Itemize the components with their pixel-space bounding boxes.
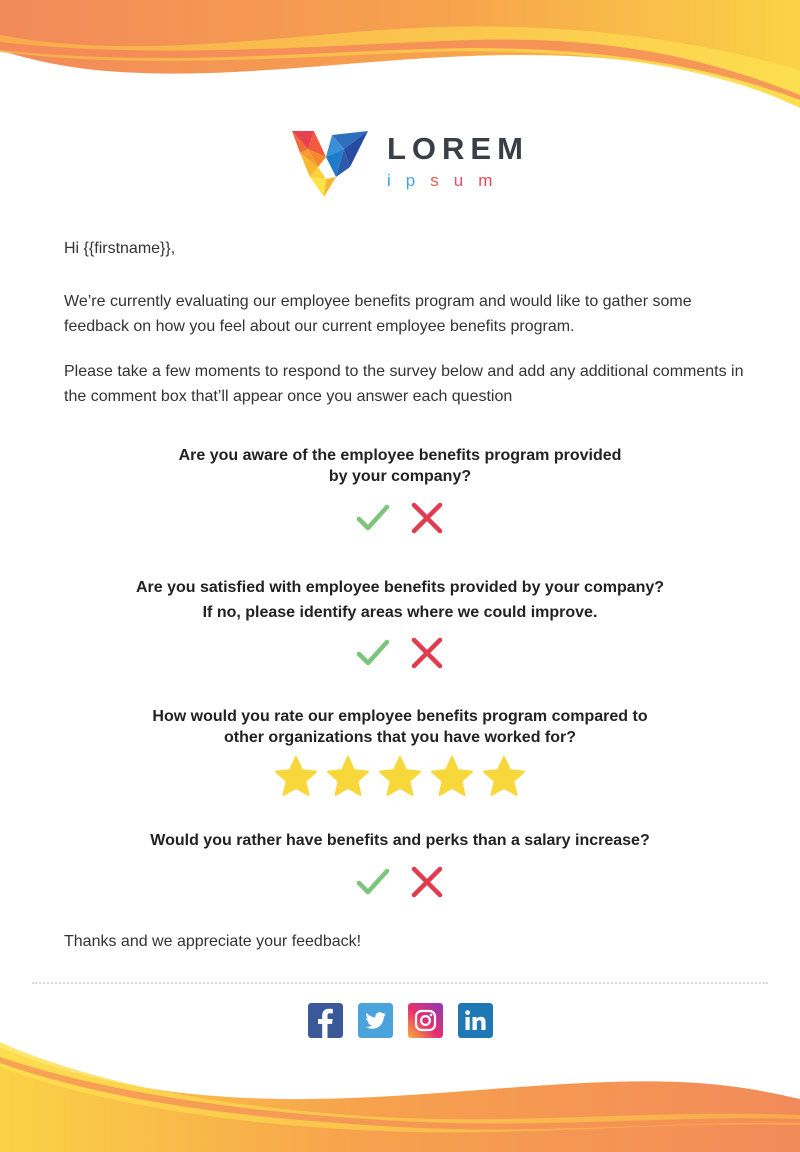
question-4-line1: Would you rather have benefits and perks than a salary increase? — [150, 832, 650, 849]
twitter-icon[interactable] — [358, 1003, 393, 1038]
question-2-answers — [0, 635, 800, 671]
question-3-line1: How would you rate our employee benefits program compared to — [152, 708, 648, 725]
star-3-icon[interactable] — [378, 755, 422, 799]
question-4 — [100, 830, 700, 851]
logo-tagline-letter: s — [430, 171, 454, 190]
logo-tagline-letter: p — [405, 171, 431, 190]
star-2-icon[interactable] — [326, 755, 370, 799]
logo-tagline-letter: m — [478, 171, 508, 190]
question-2 — [100, 575, 700, 625]
logo-tagline — [387, 171, 507, 191]
question-1-line2: by your company? — [328, 468, 472, 485]
question-3-line2: other organizations that you have worked for? — [223, 729, 577, 746]
greeting: Hi {{firstname}}, — [64, 240, 176, 257]
rating-stars — [0, 755, 800, 799]
logo-tagline-letter: u — [453, 171, 479, 190]
facebook-icon[interactable] — [308, 1003, 343, 1038]
question-2-line1: Are you satisfied with employee benefits provided by your company? — [135, 579, 665, 596]
no-cross-icon[interactable] — [409, 635, 445, 671]
intro-paragraph: We’re currently evaluating our employee benefits program and would like to gather some feedback on how you feel about our current employee benefits program. — [64, 293, 692, 335]
no-cross-icon[interactable] — [409, 500, 445, 536]
company-logo — [292, 127, 529, 199]
yes-check-icon[interactable] — [355, 864, 391, 900]
question-4-answers — [0, 864, 800, 900]
no-cross-icon[interactable] — [409, 864, 445, 900]
question-1 — [100, 445, 700, 487]
yes-check-icon[interactable] — [355, 500, 391, 536]
star-5-icon[interactable] — [482, 755, 526, 799]
closing-text: Thanks and we appreciate your feedback! — [64, 933, 362, 950]
logo-mark-icon — [292, 127, 372, 199]
star-1-icon[interactable] — [274, 755, 318, 799]
social-links — [0, 1003, 800, 1038]
logo-tagline-letter: i — [387, 171, 406, 190]
top-wave-decoration — [0, 0, 800, 115]
logo-wordmark: LOREM — [387, 131, 529, 166]
question-2-line2: If no, please identify areas where we could improve. — [202, 604, 598, 621]
instagram-icon[interactable] — [408, 1003, 443, 1038]
yes-check-icon[interactable] — [355, 635, 391, 671]
footer-divider — [32, 982, 768, 984]
star-4-icon[interactable] — [430, 755, 474, 799]
bottom-wave-decoration — [0, 1037, 800, 1152]
linkedin-icon[interactable] — [458, 1003, 493, 1038]
question-1-answers — [0, 500, 800, 536]
question-3 — [100, 706, 700, 748]
instructions-paragraph: Please take a few moments to respond to the survey below and add any additional comments in the comment box that’ll appear once you answer each question — [64, 363, 744, 405]
question-1-line1: Are you aware of the employee benefits program provided — [178, 447, 622, 464]
